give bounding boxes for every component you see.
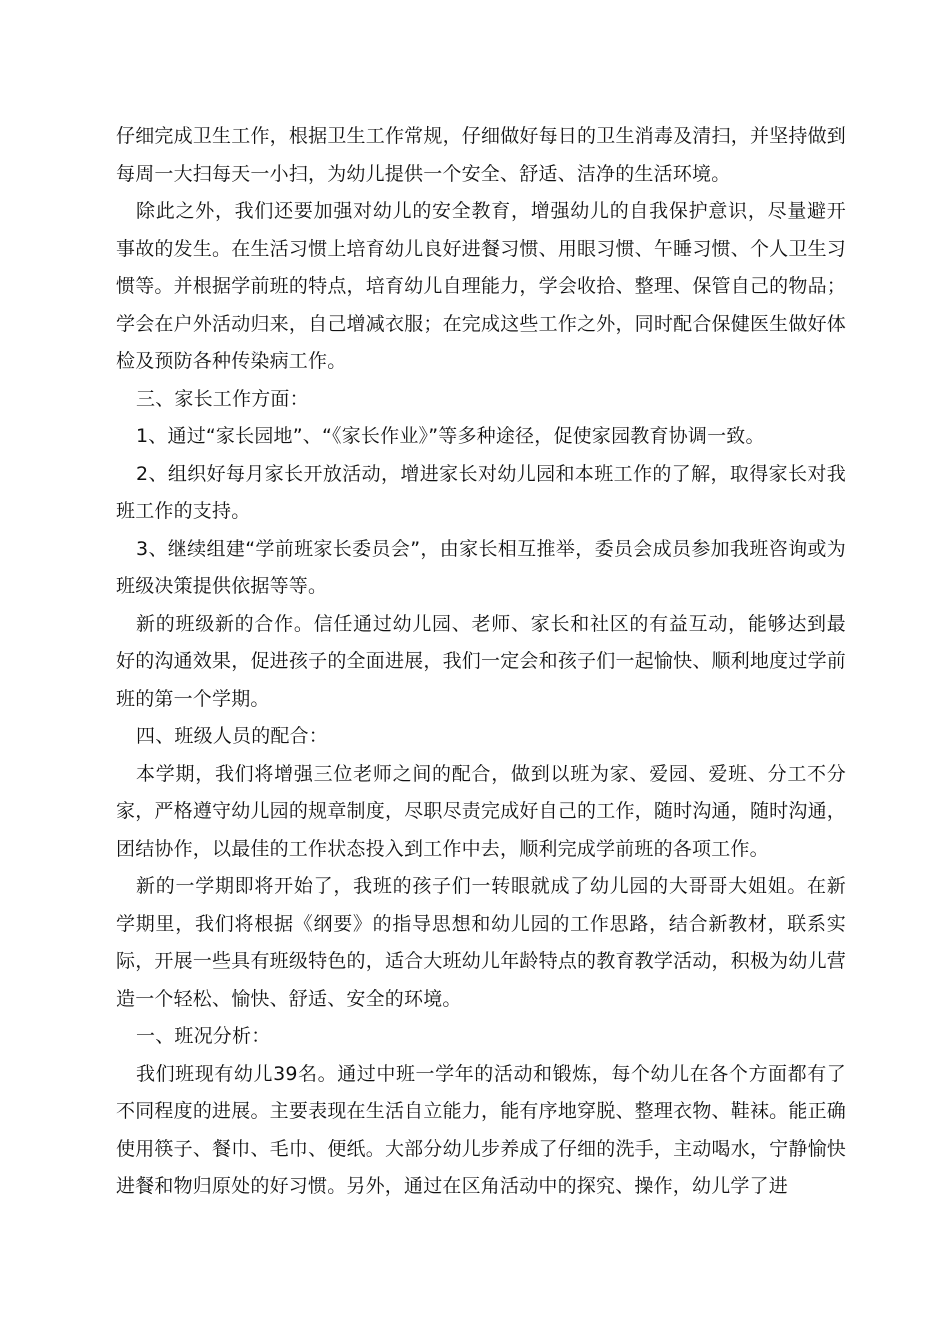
section-heading-staff: 四、班级人员的配合： xyxy=(136,725,329,747)
paragraph-class-analysis: 我们班现有幼儿39名。通过中班一学年的活动和锻炼，每个幼儿在各个方面都有了不同程度的进展。主要表现在生活自立能力，能有序地穿脱、整理衣物、鞋袜。能正确使用筷子、餐巾、毛巾、便纸。大部分幼儿步养成了仔细的洗手，主动喝水，宁静愉快进餐和物归原处的好习惯。另外，通过在区角活动中的探究、操作，幼儿学了进 xyxy=(116,1062,846,1197)
document-body xyxy=(116,118,846,1206)
section-heading-class-analysis: 一、班况分析： xyxy=(136,1025,271,1047)
paragraph-1: 仔细完成卫生工作，根据卫生工作常规，仔细做好每日的卫生消毒及清扫，并坚持做到每周一大扫每天一小扫，为幼儿提供一个安全、舒适、洁净的生活环境。 xyxy=(116,125,846,185)
paragraph-staff: 本学期，我们将增强三位老师之间的配合，做到以班为家、爱园、爱班、分工不分家，严格遵守幼儿园的规章制度，尽职尽责完成好自己的工作，随时沟通，随时沟通，团结协作，以最佳的工作状态投入到工作中去，顺利完成学前班的各项工作。 xyxy=(116,762,846,860)
paragraph-parents-item-1: 1、通过“家长园地”、“《家长作业》”等多种途径，促使家园教育协调一致。 xyxy=(136,425,765,447)
section-heading-parents: 三、家长工作方面： xyxy=(136,387,309,410)
paragraph-new-semester: 新的一学期即将开始了，我班的孩子们一转眼就成了幼儿园的大哥哥大姐姐。在新学期里，我们将根据《纲要》的指导思想和幼儿园的工作思路，结合新教材，联系实际，开展一些具有班级特色的，适合大班幼儿年龄特点的教育教学活动，积极为幼儿营造一个轻松、愉快、舒适、安全的环境。 xyxy=(116,875,846,1010)
paragraph-parents-item-2: 2、组织好每月家长开放活动，增进家长对幼儿园和本班工作的了解，取得家长对我班工作的支持。 xyxy=(116,462,846,522)
paragraph-2: 除此之外，我们还要加强对幼儿的安全教育，增强幼儿的自我保护意识，尽量避开事故的发生。在生活习惯上培育幼儿良好进餐习惯、用眼习惯、午睡习惯、个人卫生习惯等。并根据学前班的特点，培育幼儿自理能力，学会收拾、整理、保管自己的物品；学会在户外活动归来，自己增减衣服；在完成这些工作之外，同时配合保健医生做好体检及预防各种传染病工作。 xyxy=(116,200,846,372)
paragraph-parents-item-3: 3、继续组建“学前班家长委员会”，由家长相互推举，委员会成员参加我班咨询或为班级决策提供依据等等。 xyxy=(116,537,846,597)
paragraph-cooperation: 新的班级新的合作。信任通过幼儿园、老师、家长和社区的有益互动，能够达到最好的沟通效果，促进孩子的全面进展，我们一定会和孩子们一起愉快、顺利地度过学前班的第一个学期。 xyxy=(116,612,846,710)
